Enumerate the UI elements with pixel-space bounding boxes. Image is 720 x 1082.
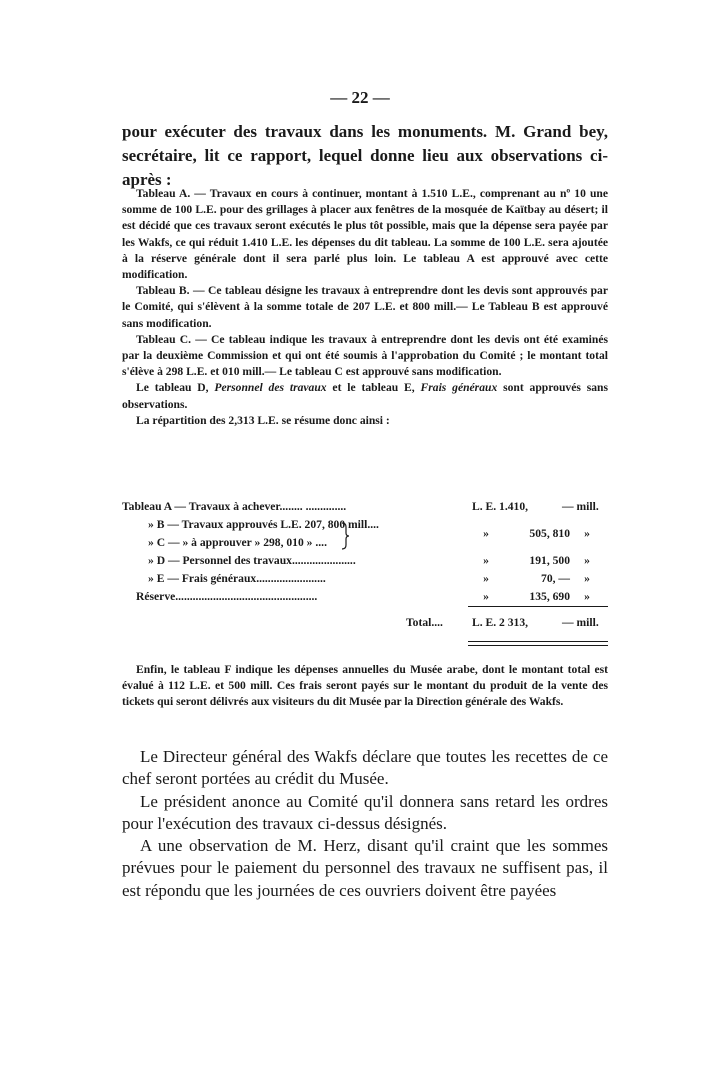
tableau-d-e-mid: et le tableau E,	[332, 381, 415, 395]
row-amount: 70, —	[541, 572, 570, 585]
lead-paragraph: pour exécuter des travaux dans les monuments. M. Grand bey, secrétaire, lit ce rapport, lequel donne lieu aux observations ci-après :	[122, 122, 608, 189]
curly-brace-icon	[340, 522, 350, 550]
total-unit: — mill.	[562, 616, 599, 629]
total-row	[122, 614, 608, 632]
tableau-a-paragraph: Tableau A. — Travaux en cours à continuer, montant à 1.510 L.E., comprenant au nº 10 une somme de 100 L.E. pour des grillages à placer aux fenêtres de la mosquée de Kaïtbay au désert; il est décidé que ces travaux seront exécutés le plus tôt possible, mais que la dépense sera payée par les Wakfs, ce qui réduit 1.410 L.E. les dépenses du dit tableau. La somme de 100 L.E. sera ajoutée à la réserve générale dont il sera parlé plus loin. Le tableau A est approuvé avec cette modification.	[122, 187, 608, 282]
body-paragraph-1: Le Directeur général des Wakfs déclare que toutes les recettes de ce chef seront portées au crédit du Musée.	[122, 747, 608, 789]
total-label: Total....	[406, 616, 443, 629]
row-amount: L. E. 1.410,	[472, 500, 529, 513]
row-quote: »	[483, 527, 489, 540]
row-amount: 135, 690	[529, 590, 570, 603]
row-label: Réserve.................................................	[136, 590, 318, 603]
table-row	[122, 552, 608, 570]
row-amount: 505, 810	[529, 527, 570, 540]
row-unit: »	[584, 590, 590, 603]
row-quote: »	[483, 554, 489, 567]
row-unit: »	[584, 527, 590, 540]
row-label: » E — Frais généraux........................	[148, 572, 326, 585]
table-row	[122, 588, 608, 606]
sum-rule	[468, 606, 608, 607]
tableau-e-title: Frais généraux	[420, 381, 498, 395]
row-unit: — mill.	[562, 500, 599, 513]
total-double-rule-top	[468, 641, 608, 642]
main-body	[122, 746, 608, 902]
row-label: » C — » à approuver » 298, 010 » ....	[148, 536, 327, 549]
total-amount: L. E. 2 313,	[472, 616, 529, 629]
tableau-d-title: Personnel des travaux	[214, 381, 327, 395]
row-label: Tableau A — Travaux à achever........ ..............	[122, 500, 347, 513]
tableau-f-section	[122, 662, 608, 711]
body-paragraph-3: A une observation de M. Herz, disant qu'il craint que les sommes prévues pour le paiement du personnel des travaux ne suffisent pas, il est répondu que les journées de ces ouvriers doivent être payées	[122, 836, 608, 900]
repartition-paragraph: La répartition des 2,313 L.E. se résume donc ainsi :	[136, 413, 390, 427]
row-label: » D — Personnel des travaux......................	[148, 554, 356, 567]
row-label: » B — Travaux approuvés L.E. 207, 800 mill....	[148, 518, 379, 531]
row-quote: »	[483, 590, 489, 603]
tableau-d-e-end: sont approuvés sans observations.	[122, 381, 608, 411]
total-double-rule-bottom	[468, 645, 608, 646]
tableau-d-e-paragraph	[122, 380, 608, 412]
tableau-c-paragraph: Tableau C. — Ce tableau indique les travaux à entreprendre dont les devis ont été examinés par la deuxième Commission et qui ont été soumis à l'approbation du Comité ; le montant total s'élève à 298 L.E. et 010 mill.— Le tableau C est approuvé sans modification.	[122, 332, 608, 379]
row-amount: 191, 500	[529, 554, 570, 567]
table-row-amount-bc	[122, 525, 608, 543]
tableau-f-paragraph: Enfin, le tableau F indique les dépenses annuelles du Musée arabe, dont le montant total est évalué à 112 L.E. et 500 mill. Ces frais seront payés sur le montant du produit de la vente des tickets qui seront délivrés aux visiteurs du dit Musée par la Direction générale des Wakfs.	[122, 663, 608, 709]
row-unit: »	[584, 572, 590, 585]
tableau-d-intro: Le tableau D,	[136, 381, 209, 395]
row-quote: »	[483, 572, 489, 585]
page-number: — 22 —	[330, 88, 390, 107]
body-paragraph-2: Le président anonce au Comité qu'il donnera sans retard les ordres pour l'exécution des travaux ci-dessus désignés.	[122, 791, 608, 833]
row-unit: »	[584, 554, 590, 567]
tableau-b-paragraph: Tableau B. — Ce tableau désigne les travaux à entreprendre dont les devis sont approuvés par le Comité, qui s'élèvent à la somme totale de 207 L.E. et 800 mill.— Le Tableau B est approuvé sans modification.	[122, 284, 608, 330]
table-row	[122, 498, 608, 516]
tableaux-section	[122, 186, 608, 429]
table-row	[122, 570, 608, 588]
